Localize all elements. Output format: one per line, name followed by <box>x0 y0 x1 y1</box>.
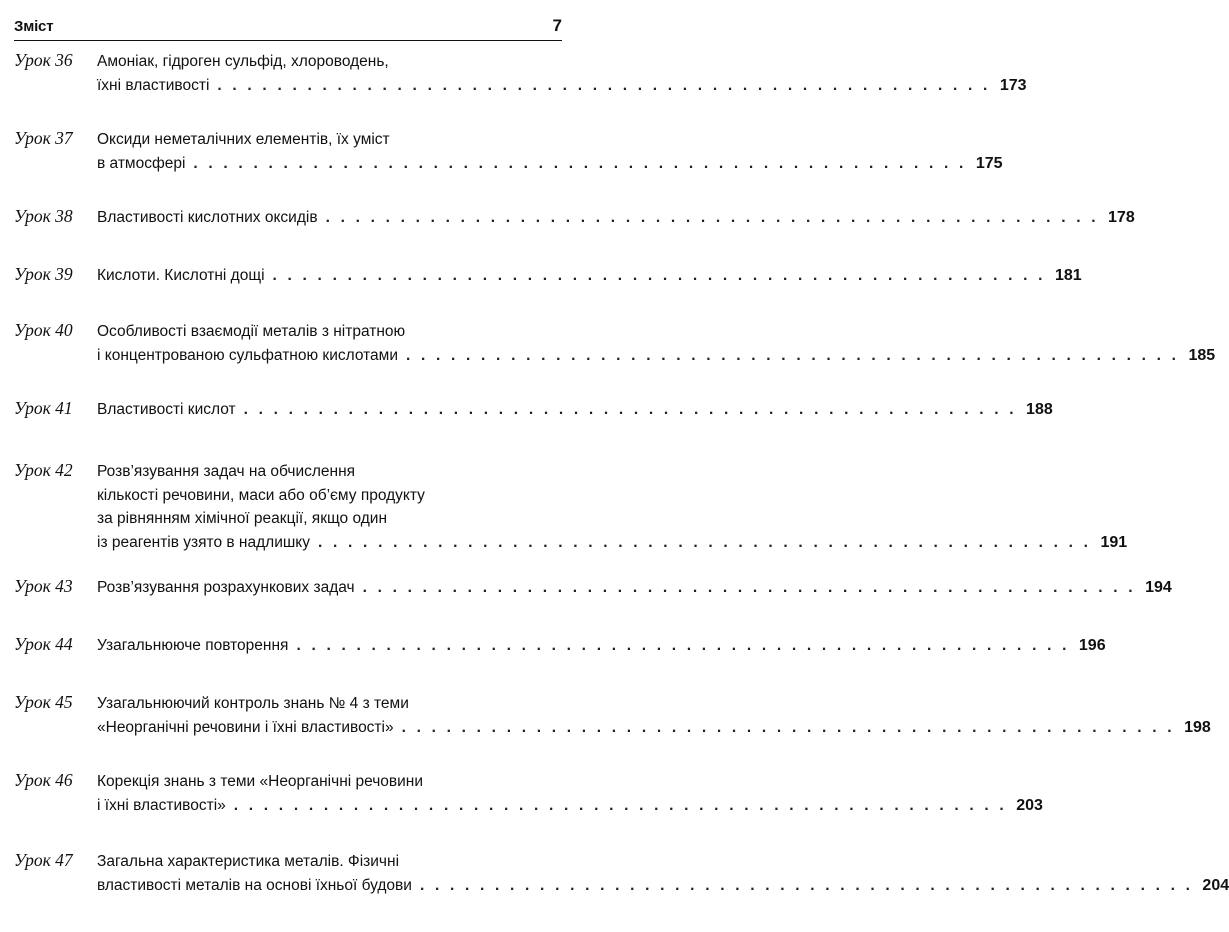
lesson-title-line <box>97 576 1172 600</box>
lesson-title-line: Розв’язування задач на обчислення <box>97 463 356 480</box>
lesson-title-text: в атмосфері <box>97 154 186 172</box>
leader-dots: . . . . . . . . . . . . . . . . . . . . . . . . . . . . . . . . . . . . . . . . . . . . . . . . . . . . <box>243 401 1017 418</box>
page-number: 173 <box>999 76 1027 94</box>
lesson-title-line: за рівнянням хімічної реакції, якщо один <box>97 510 388 527</box>
lesson-title-text: і концентрованою сульфатною кислотами <box>97 346 398 364</box>
page-number: 191 <box>1100 533 1128 551</box>
lesson-title-line: Корекція знань з теми «Неорганічні речовини <box>97 773 424 790</box>
lesson-title-line <box>97 74 1027 98</box>
page-number: 188 <box>1026 401 1053 418</box>
lesson-title <box>97 206 1135 230</box>
lesson-title-line <box>97 874 1229 898</box>
lesson-title-text: Розв’язування розрахункових задач <box>97 579 355 596</box>
leader-dots: . . . . . . . . . . . . . . . . . . . . . . . . . . . . . . . . . . . . . . . . . . . . . . . . . . . . <box>296 637 1070 654</box>
lesson-title-line: Узагальнюючий контроль знань № 4 з теми <box>97 695 409 712</box>
lesson-title-line <box>97 531 1128 555</box>
lesson-title-text: із реагентів узято в надлишку <box>97 533 311 551</box>
leader-dots: . . . . . . . . . . . . . . . . . . . . . . . . . . . . . . . . . . . . . . . . . . . . . . . . . . . . <box>217 76 991 94</box>
lesson-title-line: Особливості взаємодії металів з нітратною <box>97 323 406 340</box>
lesson-title-text: «Неорганічні речовини і їхні властивості» <box>97 718 394 736</box>
lesson-title <box>97 128 1003 175</box>
page-number: 203 <box>1016 796 1043 814</box>
page-number: 175 <box>975 154 1003 172</box>
lesson-title <box>97 50 1027 97</box>
page-number: 181 <box>1054 267 1082 284</box>
lesson-label: Урок 45 <box>14 692 73 712</box>
lesson-title <box>97 460 1128 554</box>
leader-dots: . . . . . . . . . . . . . . . . . . . . . . . . . . . . . . . . . . . . . . . . . . . . . . . . . . . . <box>233 796 1007 814</box>
header-title: Зміст <box>14 18 54 35</box>
lesson-label: Урок 37 <box>14 128 73 148</box>
lesson-title-line: Загальна характеристика металів. Фізичні <box>97 853 400 870</box>
lesson-title-text: і їхні властивості» <box>97 796 226 814</box>
lesson-title <box>97 264 1082 288</box>
lesson-title-text: Властивості кислотних оксидів <box>97 209 318 226</box>
lesson-label: Урок 41 <box>14 398 73 418</box>
lesson-title <box>97 398 1053 422</box>
leader-dots: . . . . . . . . . . . . . . . . . . . . . . . . . . . . . . . . . . . . . . . . . . . . . . . . . . . . <box>193 154 967 172</box>
leader-dots: . . . . . . . . . . . . . . . . . . . . . . . . . . . . . . . . . . . . . . . . . . . . . . . . . . . . <box>318 533 1092 551</box>
lesson-title-line <box>97 206 1135 230</box>
lesson-title-line <box>97 794 1043 818</box>
lesson-title <box>97 576 1172 600</box>
lesson-title-line <box>97 716 1211 740</box>
lesson-label: Урок 44 <box>14 634 73 654</box>
lesson-label: Урок 36 <box>14 50 73 70</box>
page-number: 198 <box>1184 718 1211 736</box>
lesson-title <box>97 320 1216 367</box>
header-page-number: 7 <box>552 16 562 35</box>
leader-dots: . . . . . . . . . . . . . . . . . . . . . . . . . . . . . . . . . . . . . . . . . . . . . . . . . . . . <box>325 209 1099 226</box>
lesson-label: Урок 43 <box>14 576 73 596</box>
lesson-title-text: їхні властивості <box>97 76 210 94</box>
lesson-title-line: кількості речовини, маси або об’єму продукту <box>97 486 425 504</box>
page-number: 185 <box>1188 346 1216 364</box>
leader-dots: . . . . . . . . . . . . . . . . . . . . . . . . . . . . . . . . . . . . . . . . . . . . . . . . . . . . <box>272 267 1046 284</box>
leader-dots: . . . . . . . . . . . . . . . . . . . . . . . . . . . . . . . . . . . . . . . . . . . . . . . . . . . . <box>419 876 1194 894</box>
leader-dots: . . . . . . . . . . . . . . . . . . . . . . . . . . . . . . . . . . . . . . . . . . . . . . . . . . . . <box>405 346 1180 364</box>
lesson-title <box>97 850 1229 897</box>
lesson-title-line <box>97 634 1106 658</box>
lesson-title-line: Оксиди неметалічних елементів, їх уміст <box>97 131 390 148</box>
lesson-title <box>97 692 1211 739</box>
lesson-title-text: властивості металів на основі їхньої будови <box>97 876 412 894</box>
lesson-label: Урок 39 <box>14 264 73 284</box>
lesson-title-line <box>97 264 1082 288</box>
lesson-label: Урок 46 <box>14 770 73 790</box>
lesson-title-line: Амоніак, гідроген сульфід, хлороводень, <box>97 53 389 70</box>
lesson-label: Урок 47 <box>14 850 73 870</box>
lesson-label: Урок 42 <box>14 460 73 480</box>
lesson-title-line <box>97 344 1216 368</box>
lesson-title-line <box>97 398 1053 422</box>
page-number: 204 <box>1202 876 1229 894</box>
page-number: 194 <box>1145 579 1172 596</box>
lesson-title <box>97 770 1043 817</box>
lesson-title-text: Кислоти. Кислотні дощі <box>97 267 265 284</box>
running-header <box>14 12 562 41</box>
lesson-title-text: Властивості кислот <box>97 401 236 418</box>
leader-dots: . . . . . . . . . . . . . . . . . . . . . . . . . . . . . . . . . . . . . . . . . . . . . . . . . . . . <box>401 718 1175 736</box>
lesson-title-line <box>97 152 1003 176</box>
lesson-title <box>97 634 1106 658</box>
page-number: 178 <box>1108 209 1135 226</box>
leader-dots: . . . . . . . . . . . . . . . . . . . . . . . . . . . . . . . . . . . . . . . . . . . . . . . . . . . . <box>362 579 1136 596</box>
page-number: 196 <box>1078 637 1106 654</box>
lesson-label: Урок 40 <box>14 320 73 340</box>
lesson-label: Урок 38 <box>14 206 73 226</box>
lesson-title-text: Узагальнююче повторення <box>97 637 289 654</box>
